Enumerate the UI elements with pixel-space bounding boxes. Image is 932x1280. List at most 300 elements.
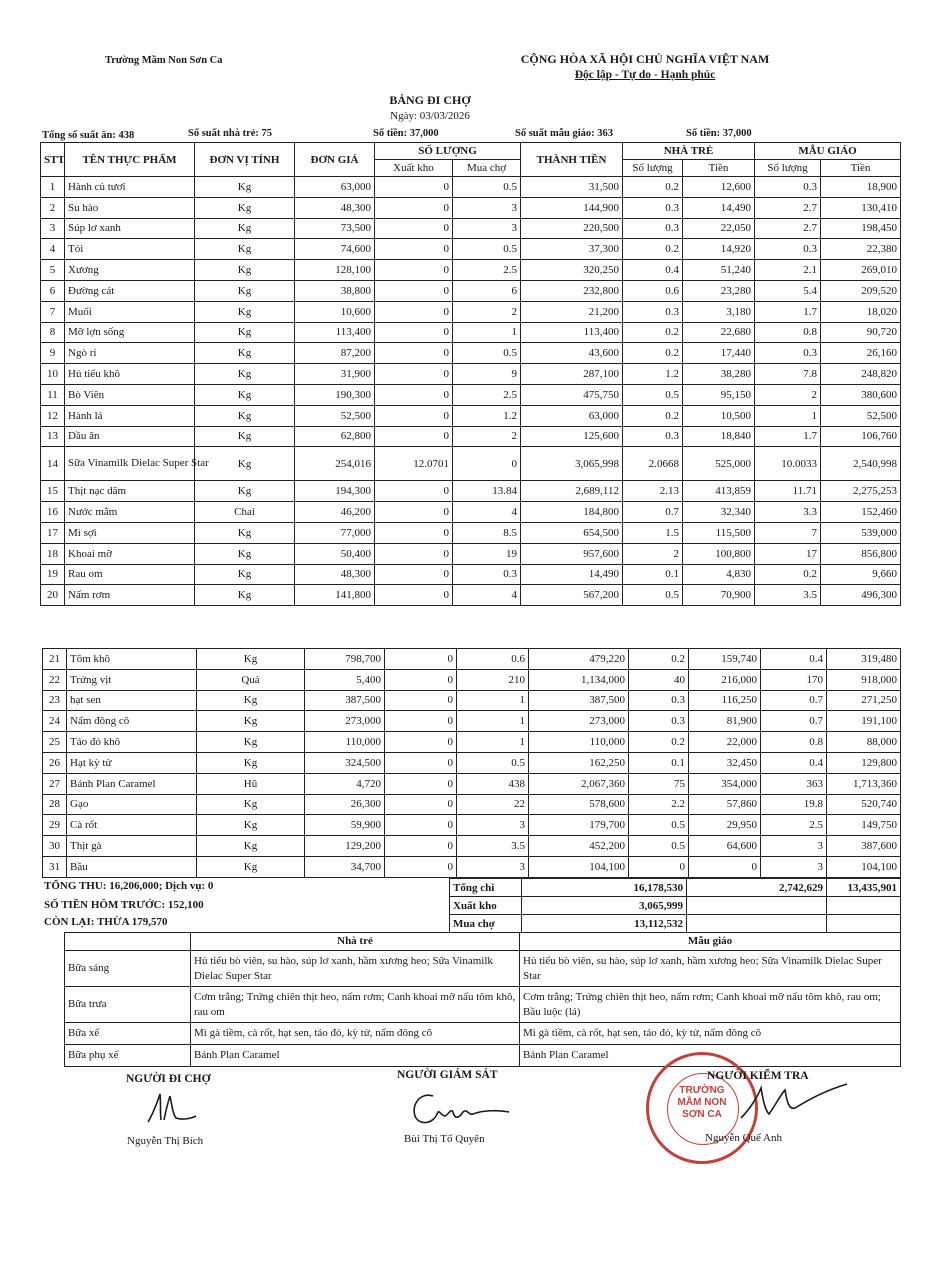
table-cell: 567,200: [521, 585, 623, 606]
table-cell: 0: [385, 649, 457, 670]
table-cell: Hành lá: [65, 405, 195, 426]
table-cell: 0.3: [629, 711, 689, 732]
table-cell: Kg: [195, 280, 295, 301]
table-cell: 26: [43, 752, 67, 773]
table-cell: 0.5: [623, 384, 683, 405]
table-cell: 179,700: [529, 815, 629, 836]
table-cell: 18,020: [821, 301, 901, 322]
table-cell: 1: [453, 322, 521, 343]
table-cell: 15: [41, 481, 65, 502]
table-cell: 0.3: [629, 690, 689, 711]
table-cell: 0.5: [453, 343, 521, 364]
table-cell: 0.2: [623, 405, 683, 426]
stamp-line1: TRƯỜNG: [679, 1085, 725, 1096]
stock-out-label: Xuất kho: [450, 897, 522, 915]
stamp-line2: MẦM NON: [677, 1097, 727, 1108]
table-cell: 319,480: [827, 649, 901, 670]
table-cell: 0.4: [623, 260, 683, 281]
table-cell: 1: [457, 690, 529, 711]
table-cell: 48,300: [295, 564, 375, 585]
table-cell: 18,840: [683, 426, 755, 447]
table-cell: Kg: [197, 752, 305, 773]
table-cell: 3: [457, 856, 529, 877]
table-cell: 129,200: [305, 836, 385, 857]
table-cell: Kg: [195, 543, 295, 564]
col-n-qty: Số lượng: [623, 160, 683, 177]
table-cell: Hũ: [197, 773, 305, 794]
table-cell: Kg: [195, 522, 295, 543]
table-cell: 0: [375, 564, 453, 585]
inspector-title: NGƯỜI KIỂM TRA: [707, 1070, 809, 1082]
table-cell: Kg: [195, 405, 295, 426]
table-cell: 0: [385, 856, 457, 877]
table-cell: 0.4: [761, 752, 827, 773]
table-cell: 4: [453, 502, 521, 523]
table-cell: 113,400: [295, 322, 375, 343]
table-cell: 38,800: [295, 280, 375, 301]
table-cell: Thịt gà: [67, 836, 197, 857]
nursery-portions: Số suất nhà trẻ: 75: [188, 128, 273, 139]
table-cell: 129,800: [827, 752, 901, 773]
table-cell: 57,860: [689, 794, 761, 815]
table-cell: 0.2: [623, 177, 683, 198]
page-date: Ngày: 03/03/2026: [390, 110, 470, 122]
table-cell: Đường cát: [65, 280, 195, 301]
table-cell: Tôm khô: [67, 649, 197, 670]
table-cell: Nấm đông cô: [67, 711, 197, 732]
table-cell: 0: [375, 522, 453, 543]
col-k-qty: Số lượng: [755, 160, 821, 177]
table-cell: 52,500: [821, 405, 901, 426]
table-cell: 2,540,998: [821, 447, 901, 481]
table-cell: 63,000: [521, 405, 623, 426]
table-cell: 0.4: [761, 649, 827, 670]
table-row: [41, 585, 901, 606]
table-cell: 0: [375, 197, 453, 218]
table-cell: 0.5: [629, 815, 689, 836]
table-cell: 0: [375, 322, 453, 343]
table-cell: 31: [43, 856, 67, 877]
table-cell: 10.0033: [755, 447, 821, 481]
table-cell: 856,800: [821, 543, 901, 564]
table-cell: 51,240: [683, 260, 755, 281]
table-cell: 4: [41, 239, 65, 260]
table-cell: 190,300: [295, 384, 375, 405]
table-cell: 387,500: [305, 690, 385, 711]
table-cell: Kg: [195, 343, 295, 364]
table-cell: 479,220: [529, 649, 629, 670]
table-cell: 525,000: [683, 447, 755, 481]
table-cell: 32,340: [683, 502, 755, 523]
menu-kinder-header: Mẫu giáo: [520, 933, 901, 951]
col-stock-out: Xuất kho: [375, 160, 453, 177]
table-cell: 1.2: [453, 405, 521, 426]
table-cell: 11: [41, 384, 65, 405]
table-cell: 798,700: [305, 649, 385, 670]
table-cell: 7: [41, 301, 65, 322]
table-cell: 23,280: [683, 280, 755, 301]
table-cell: 7: [755, 522, 821, 543]
meal-label: Bữa phụ xế: [65, 1045, 191, 1067]
table-cell: 26,300: [305, 794, 385, 815]
table-cell: 3.5: [457, 836, 529, 857]
market-value: 13,112,532: [522, 915, 687, 933]
col-qty: SỐ LƯỢNG: [375, 143, 521, 160]
table-cell: 24: [43, 711, 67, 732]
table-cell: 6: [41, 280, 65, 301]
supervisor-signature: [403, 1086, 513, 1132]
table-row: [43, 773, 901, 794]
meal-nursery: Cơm trắng; Trứng chiên thịt heo, nấm rơm; Canh khoai mỡ nấu tôm khô, rau om: [191, 987, 520, 1023]
table-cell: Hành củ tươi: [65, 177, 195, 198]
col-price: ĐƠN GIÁ: [295, 143, 375, 177]
table-cell: 0: [453, 447, 521, 481]
table-cell: 20: [41, 585, 65, 606]
supervisor-name: Bùi Thị Tố Quyên: [404, 1133, 485, 1145]
table-cell: Dầu ăn: [65, 426, 195, 447]
table-cell: 363: [761, 773, 827, 794]
menu-table: [64, 932, 901, 1067]
table-cell: 106,760: [821, 426, 901, 447]
table-cell: 1,134,000: [529, 669, 629, 690]
table-cell: 0: [375, 280, 453, 301]
table-row: [43, 752, 901, 773]
table-cell: 0: [375, 585, 453, 606]
table-cell: 11.71: [755, 481, 821, 502]
table-row: [41, 177, 901, 198]
col-nursery: NHÀ TRẺ: [623, 143, 755, 160]
table-cell: 2.7: [755, 218, 821, 239]
table-cell: 159,740: [689, 649, 761, 670]
table-cell: 5: [41, 260, 65, 281]
table-cell: 5.4: [755, 280, 821, 301]
total-portions: Tổng số suất ăn: 438: [42, 130, 135, 141]
table-cell: Nấm rơm: [65, 585, 195, 606]
table-cell: 19: [453, 543, 521, 564]
table-cell: 0: [689, 856, 761, 877]
table-cell: 232,800: [521, 280, 623, 301]
table-cell: Xương: [65, 260, 195, 281]
table-cell: 220,500: [521, 218, 623, 239]
table-cell: 0: [385, 732, 457, 753]
prev-balance: SỐ TIỀN HÔM TRƯỚC: 152,100: [44, 899, 204, 911]
table-cell: Kg: [195, 564, 295, 585]
table-cell: 1: [755, 405, 821, 426]
table-cell: 2.0668: [623, 447, 683, 481]
kinder-portions: Số suất mẫu giáo: 363: [515, 128, 614, 139]
table-cell: 77,000: [295, 522, 375, 543]
table-cell: 496,300: [821, 585, 901, 606]
meal-kinder: Bánh Plan Caramel: [520, 1045, 901, 1067]
table-cell: 1.5: [623, 522, 683, 543]
table-cell: 22,000: [689, 732, 761, 753]
table-cell: 22: [457, 794, 529, 815]
table-row: [43, 732, 901, 753]
meal-kinder: Cơm trắng; Trứng chiên thịt heo, nấm rơm; Canh khoai mỡ nấu tôm khô, rau om; Bầu luộc (lá): [520, 987, 901, 1023]
table-cell: 387,600: [827, 836, 901, 857]
table-cell: 0: [375, 481, 453, 502]
table-cell: 0: [385, 794, 457, 815]
meal-label: Bữa xế: [65, 1023, 191, 1045]
table-row: [41, 405, 901, 426]
table-cell: 2.5: [453, 260, 521, 281]
table-cell: 32,450: [689, 752, 761, 773]
table-cell: 654,500: [521, 522, 623, 543]
table-cell: 0.2: [629, 649, 689, 670]
table-cell: Kg: [195, 364, 295, 385]
table-cell: 0.5: [453, 239, 521, 260]
nation-title: CỘNG HÒA XÃ HỘI CHỦ NGHĨA VIỆT NAM: [520, 52, 770, 66]
meal-label: Bữa trưa: [65, 987, 191, 1023]
table-cell: 0.6: [623, 280, 683, 301]
table-cell: 12.0701: [375, 447, 453, 481]
table-cell: Kg: [195, 218, 295, 239]
table-cell: 2.5: [453, 384, 521, 405]
table-cell: 14,490: [521, 564, 623, 585]
table-cell: 0: [385, 711, 457, 732]
table-cell: 12,600: [683, 177, 755, 198]
table-cell: 12: [41, 405, 65, 426]
table-cell: 2,275,253: [821, 481, 901, 502]
table-row: [43, 649, 901, 670]
table-cell: Kg: [195, 301, 295, 322]
table-cell: 191,100: [827, 711, 901, 732]
table-cell: 18,900: [821, 177, 901, 198]
table-row: [43, 815, 901, 836]
table-cell: 162,250: [529, 752, 629, 773]
table-cell: 10,500: [683, 405, 755, 426]
table-cell: 4,830: [683, 564, 755, 585]
table-cell: 38,280: [683, 364, 755, 385]
table-cell: 324,500: [305, 752, 385, 773]
table-cell: 23: [43, 690, 67, 711]
col-amount: THÀNH TIỀN: [521, 143, 623, 177]
table-cell: 269,010: [821, 260, 901, 281]
table-cell: 248,820: [821, 364, 901, 385]
table-cell: Rau om: [65, 564, 195, 585]
table-cell: 2.2: [629, 794, 689, 815]
table-cell: 1: [41, 177, 65, 198]
table-cell: 3,180: [683, 301, 755, 322]
buyer-title: NGƯỜI ĐI CHỢ: [126, 1073, 211, 1085]
table-cell: 0: [375, 502, 453, 523]
table-cell: 0: [375, 343, 453, 364]
table-cell: 3: [453, 197, 521, 218]
total-spend-label: Tổng chi: [450, 879, 522, 897]
table-cell: 0: [385, 752, 457, 773]
table-cell: 0.3: [453, 564, 521, 585]
table-cell: Thịt nạc dăm: [65, 481, 195, 502]
table-cell: 0: [629, 856, 689, 877]
table-cell: 0: [375, 405, 453, 426]
table-cell: 1.2: [623, 364, 683, 385]
table-cell: 43,600: [521, 343, 623, 364]
inspector-name: Nguyễn Quế Anh: [705, 1132, 782, 1144]
table-cell: 14: [41, 447, 65, 481]
table-cell: 9,660: [821, 564, 901, 585]
table-cell: Kg: [195, 426, 295, 447]
table-row: [41, 426, 901, 447]
table-cell: 1: [457, 711, 529, 732]
table-cell: 0.5: [629, 836, 689, 857]
table-cell: 0: [385, 669, 457, 690]
table-cell: 88,000: [827, 732, 901, 753]
table-cell: 2: [453, 426, 521, 447]
table-cell: 19.8: [761, 794, 827, 815]
stock-out-value: 3,065,999: [522, 897, 687, 915]
table-cell: Trứng vịt: [67, 669, 197, 690]
table-cell: 10: [41, 364, 65, 385]
table-row: [41, 239, 901, 260]
table-cell: 0: [385, 773, 457, 794]
table-cell: 184,800: [521, 502, 623, 523]
table-row: [41, 197, 901, 218]
table-cell: 271,250: [827, 690, 901, 711]
col-kinder: MẪU GIÁO: [755, 143, 901, 160]
table-cell: 198,450: [821, 218, 901, 239]
table-cell: 578,600: [529, 794, 629, 815]
table-cell: 9: [41, 343, 65, 364]
table-cell: 413,859: [683, 481, 755, 502]
table-cell: 0: [375, 239, 453, 260]
table-cell: 1,713,360: [827, 773, 901, 794]
table-cell: 46,200: [295, 502, 375, 523]
col-k-money: Tiền: [821, 160, 901, 177]
table-cell: 0.5: [623, 585, 683, 606]
table-cell: 0.3: [755, 239, 821, 260]
table-cell: 1.7: [755, 301, 821, 322]
table-cell: 2,067,360: [529, 773, 629, 794]
table-row: [41, 502, 901, 523]
table-row: [43, 856, 901, 877]
table-cell: Kg: [197, 711, 305, 732]
market-table-part1: [40, 142, 901, 606]
table-cell: 918,000: [827, 669, 901, 690]
table-cell: 125,600: [521, 426, 623, 447]
kinder-total-value: 13,435,901: [827, 879, 901, 897]
table-cell: 2.7: [755, 197, 821, 218]
table-row: [43, 690, 901, 711]
table-cell: 452,200: [529, 836, 629, 857]
table-cell: Kg: [195, 322, 295, 343]
table-cell: 73,500: [295, 218, 375, 239]
table-cell: 216,000: [689, 669, 761, 690]
table-cell: Quả: [197, 669, 305, 690]
table-cell: 110,000: [529, 732, 629, 753]
table-cell: 31,900: [295, 364, 375, 385]
table-cell: 0.7: [623, 502, 683, 523]
table-cell: Kg: [197, 815, 305, 836]
table-cell: 539,000: [821, 522, 901, 543]
table-cell: 3: [761, 836, 827, 857]
meal-nursery: Hủ tiếu bò viên, su hào, súp lơ xanh, hầm xương heo; Sữa Vinamilk Dielac Super Star: [191, 951, 520, 987]
table-cell: Kg: [197, 649, 305, 670]
meal-kinder: Hủ tiếu bò viên, su hào, súp lơ xanh, hầm xương heo; Sữa Vinamilk Dielac Super Star: [520, 951, 901, 987]
table-cell: 0: [375, 384, 453, 405]
buyer-signature: [140, 1090, 200, 1130]
table-cell: 74,600: [295, 239, 375, 260]
table-cell: Kg: [197, 794, 305, 815]
table-cell: Kg: [195, 384, 295, 405]
total-income: TỔNG THU: 16,206,000; Dịch vụ: 0: [44, 880, 214, 892]
table-cell: Kg: [197, 690, 305, 711]
table-cell: 21: [43, 649, 67, 670]
table-cell: 8.5: [453, 522, 521, 543]
table-cell: Chai: [195, 502, 295, 523]
table-cell: 2: [755, 384, 821, 405]
table-cell: 0.3: [623, 301, 683, 322]
table-cell: 100,800: [683, 543, 755, 564]
table-cell: 75: [629, 773, 689, 794]
col-name: TÊN THỰC PHẨM: [65, 143, 195, 177]
table-cell: 0.8: [761, 732, 827, 753]
table-cell: 17,440: [683, 343, 755, 364]
table-cell: 149,750: [827, 815, 901, 836]
table-cell: Mỡ lợn sống: [65, 322, 195, 343]
table-cell: 387,500: [529, 690, 629, 711]
table-cell: 0.2: [629, 732, 689, 753]
table-cell: 70,900: [683, 585, 755, 606]
table-cell: Mì sợi: [65, 522, 195, 543]
supervisor-title: NGƯỜI GIÁM SÁT: [397, 1069, 498, 1081]
table-cell: 0: [375, 260, 453, 281]
table-row: [41, 543, 901, 564]
table-cell: 2: [41, 197, 65, 218]
table-cell: Sữa Vinamilk Dielac Super Star: [65, 447, 195, 481]
table-cell: 13.84: [453, 481, 521, 502]
table-cell: Táo đỏ khô: [67, 732, 197, 753]
table-row: [41, 218, 901, 239]
table-cell: 0: [375, 543, 453, 564]
stamp-line3: SƠN CA: [682, 1109, 722, 1120]
table-cell: 0.3: [623, 218, 683, 239]
table-cell: Gạo: [67, 794, 197, 815]
table-cell: 40: [629, 669, 689, 690]
table-cell: 438: [457, 773, 529, 794]
table-cell: 34,700: [305, 856, 385, 877]
table-cell: 0.7: [761, 690, 827, 711]
table-cell: 0.5: [457, 752, 529, 773]
table-cell: 0.7: [761, 711, 827, 732]
table-cell: 0: [385, 690, 457, 711]
table-cell: 2.5: [761, 815, 827, 836]
table-cell: hạt sen: [67, 690, 197, 711]
table-row: [41, 343, 901, 364]
nursery-price: Số tiền: 37,000: [373, 128, 439, 139]
table-cell: 59,900: [305, 815, 385, 836]
table-cell: 0.3: [623, 197, 683, 218]
table-cell: Muối: [65, 301, 195, 322]
table-cell: 3.3: [755, 502, 821, 523]
table-cell: 21,200: [521, 301, 623, 322]
table-row: [41, 481, 901, 502]
table-cell: Nước mắm: [65, 502, 195, 523]
table-row: [41, 280, 901, 301]
table-cell: 8: [41, 322, 65, 343]
page-title: BẢNG ĐI CHỢ: [389, 93, 471, 107]
table-cell: 0.1: [623, 564, 683, 585]
table-cell: 30: [43, 836, 67, 857]
table-cell: 17: [755, 543, 821, 564]
table-cell: 5,400: [305, 669, 385, 690]
table-row: [41, 522, 901, 543]
table-cell: 380,600: [821, 384, 901, 405]
table-cell: 128,100: [295, 260, 375, 281]
table-cell: 4: [453, 585, 521, 606]
table-cell: 7.8: [755, 364, 821, 385]
table-cell: Kg: [195, 197, 295, 218]
table-cell: 254,016: [295, 447, 375, 481]
